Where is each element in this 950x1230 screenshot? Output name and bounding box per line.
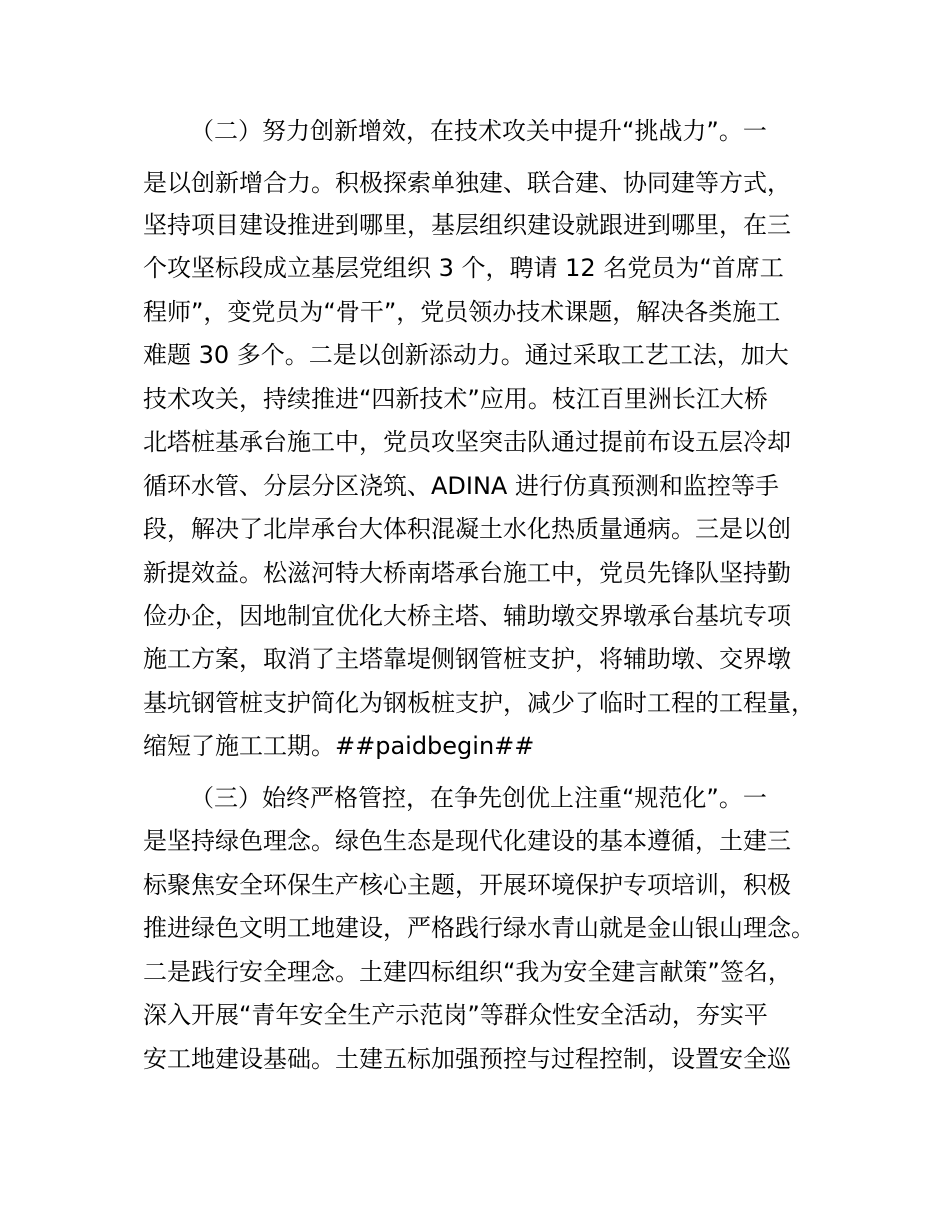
text-line: 缩短了施工工期。##paidbegin##: [143, 732, 535, 760]
text-line: 难题 30 多个。二是以创新添动力。通过采取工艺工法，加大: [143, 341, 789, 369]
text-line: 标聚焦安全环保生产核心主题，开展环境保护专项培训，积极: [143, 871, 791, 899]
text-line: 施工方案，取消了主塔靠堤侧钢管桩支护，将辅助墩、交界墩: [143, 645, 791, 673]
text-line: 新提效益。松滋河特大桥南塔承台施工中，党员先锋队坚持勤: [143, 559, 791, 587]
text-line: 二是践行安全理念。土建四标组织“我为安全建言献策”签名，: [143, 958, 792, 986]
text-line: 循环水管、分层分区浇筑、ADINA 进行仿真预测和监控等手: [143, 472, 779, 500]
text-line: 俭办企，因地制宜优化大桥主塔、辅助墩交界墩承台基坑专项: [143, 602, 791, 630]
text-line: 深入开展“青年安全生产示范岗”等群众性安全活动，夯实平: [143, 1001, 768, 1029]
text-line: 程师”，变党员为“骨干”，党员领办技术课题，解决各类施工: [143, 298, 781, 326]
text-line: 推进绿色文明工地建设，严格践行绿水青山就是金山银山理念。: [143, 914, 815, 942]
text-line: 基坑钢管桩支护简化为钢板桩支护，减少了临时工程的工程量，: [143, 689, 815, 717]
text-line: 安工地建设基础。土建五标加强预控与过程控制，设置安全巡: [143, 1045, 791, 1073]
text-line: 技术攻关，持续推进“四新技术”应用。枝江百里洲长江大桥: [143, 385, 768, 413]
text-line: 个攻坚标段成立基层党组织 3 个，聘请 12 名党员为“首席工: [143, 254, 784, 282]
text-line: 段，解决了北岸承台大体积混凝土水化热质量通病。三是以创: [143, 515, 791, 543]
text-line: 北塔桩基承台施工中，党员攻坚突击队通过提前布设五层冷却: [143, 428, 791, 456]
text-line: 是以创新增合力。积极探索单独建、联合建、协同建等方式，: [143, 169, 791, 197]
text-line: 是坚持绿色理念。绿色生态是现代化建设的基本遵循，土建三: [143, 827, 791, 855]
text-line: （三）始终严格管控，在争先创优上注重“规范化”。一: [190, 784, 767, 812]
text-line: 坚持项目建设推进到哪里，基层组织建设就跟进到哪里，在三: [143, 211, 791, 239]
text-line: （二）努力创新增效，在技术攻关中提升“挑战力”。一: [190, 117, 767, 145]
